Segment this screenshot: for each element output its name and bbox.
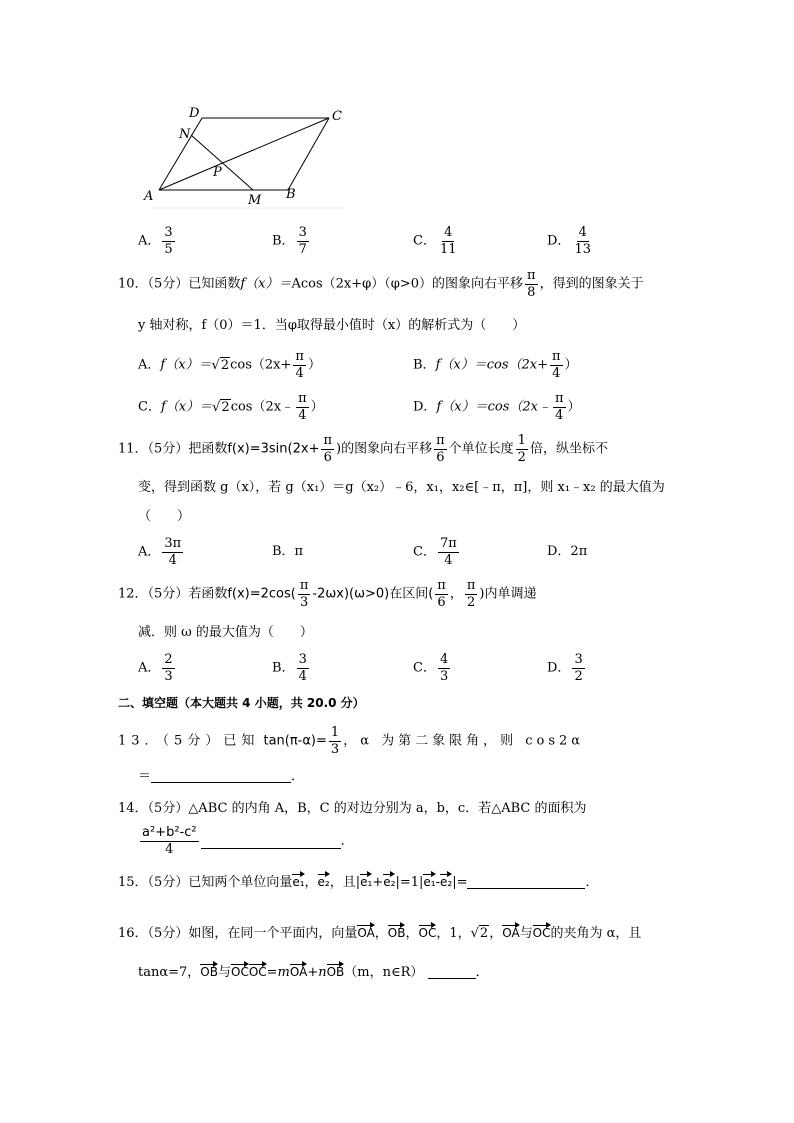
fraction: $\frac{1}{2}$ (517, 433, 526, 465)
q9-option-b: B． $\frac{3}{7}$ (272, 225, 307, 257)
q14-stem: 14．（5分）△ABC 的内角 A，B，C 的对边分别为 a，b，c．若△ABC 的面积为 (118, 801, 587, 816)
q12-option-a: A． $\frac{2}{3}$ (138, 652, 173, 684)
answer-blank[interactable] (467, 874, 585, 889)
fraction: $\frac{4}{11}$ (439, 225, 457, 257)
q11-option-c: C． $\frac{7\pi}{4}$ (413, 536, 457, 568)
fraction: $\frac{3}{4}$ (298, 652, 307, 684)
segment-nm (191, 135, 253, 190)
fraction: $\frac{\pi}{8}$ (527, 268, 536, 300)
sqrt: √2 (212, 399, 230, 415)
label-a: A (144, 189, 154, 204)
fraction: $\frac{\pi}{2}$ (466, 578, 476, 610)
q10-stem-line2: y 轴对称，f（0）＝1．当φ取得最小值时（x）的解析式为（ ） (138, 318, 526, 333)
label-p: P (213, 165, 222, 180)
q12-stem: 12．（5分）若函数f(x)=2cos( $\frac{\pi}{3}$ -2ωx)(ω>0)在区间( $\frac{\pi}{6}$ ， $\frac{\pi}{2}$ )内单调递 (118, 578, 537, 610)
label-b: B (286, 187, 296, 202)
label-c: C (332, 109, 342, 124)
label-m: M (248, 193, 262, 208)
q10-stem: 10．（5分）已知函数f（x）＝Acos（2x+φ）（φ>0）的图象向右平移 $\frac{\pi}{8}$ ，得到的图象关于 (118, 268, 644, 300)
q12-option-b: B． $\frac{3}{4}$ (272, 652, 307, 684)
q12-option-c: C． $\frac{4}{3}$ (413, 652, 449, 684)
fraction: $\frac{\pi}{4}$ (554, 391, 564, 423)
sqrt: √2 (470, 926, 489, 941)
fraction: $\frac{3}{7}$ (298, 225, 307, 257)
fraction: $\frac{2}{3}$ (164, 652, 173, 684)
q11-stem-line2: 变，得到函数 g（x），若 g（x₁）＝g（x₂）﹣6，x₁，x₂∈[﹣π，π]，则 x₁﹣x₂ 的最大值为 (138, 480, 665, 495)
fraction: $\frac{\pi}{4}$ (295, 349, 304, 381)
label-d: D (189, 106, 200, 121)
q12-stem-line2: 减．则 ω 的最大值为（ ） (138, 625, 313, 640)
fraction: $\frac{3\pi}{4}$ (164, 536, 182, 568)
q11-stem-line3: （ ） (138, 509, 191, 524)
q11-option-a: A． $\frac{3\pi}{4}$ (138, 536, 182, 568)
q11-stem: 11．（5分）把函数f(x)=3sin(2x+ $\frac{\pi}{6}$ )的图象向右平移 $\frac{\pi}{6}$ 个单位长度 $\frac{1}{2}$ 倍，纵坐标不 (118, 433, 608, 465)
fraction: $\frac{4}{3}$ (439, 652, 449, 684)
q14-answer-line: $\frac{\text{a²+b²-c²}}{4}$ ． (142, 825, 354, 857)
q9-option-c: C． $\frac{4}{11}$ (413, 225, 457, 257)
fraction: $\frac{\pi}{6}$ (436, 433, 445, 465)
fraction: $\frac{3}{5}$ (164, 225, 173, 257)
section-heading: 二、填空题（本大题共 4 小题，共 20.0 分） (118, 696, 365, 710)
fraction: $\frac{\text{a²+b²-c²}}{4}$ (142, 825, 197, 857)
edge-bc (288, 118, 329, 190)
q12-option-d: D． $\frac{3}{2}$ (547, 652, 583, 684)
fraction: $\frac{7\pi}{4}$ (439, 536, 457, 568)
fraction: $\frac{1}{3}$ (330, 725, 340, 757)
q10-option-c: C．f（x）＝√2cos（2x﹣ $\frac{\pi}{4}$ ） (138, 391, 324, 423)
q15-stem: 15．（5分）已知两个单位向量e₁，e₂，且|e₁+e₂|=1|e₁-e₂|= ． (118, 875, 599, 890)
parallelogram-figure (140, 100, 350, 212)
q13-answer-line: ＝ ． (138, 769, 305, 784)
q9-option-a: A． $\frac{3}{5}$ (138, 225, 173, 257)
fraction: $\frac{\pi}{4}$ (551, 349, 561, 381)
q11-option-d: D．2π (547, 544, 588, 559)
q10-option-a: A．f（x）＝√2cos（2x+ $\frac{\pi}{4}$ ） (138, 349, 321, 381)
q16-stem-line2: tanα=7，OB与OCOC=mOA+nOB（m，n∈R） ． (138, 965, 489, 980)
fraction: $\frac{\pi}{6}$ (437, 578, 446, 610)
fraction: $\frac{4}{13}$ (574, 225, 591, 257)
fraction: $\frac{\pi}{3}$ (299, 578, 309, 610)
answer-blank[interactable] (428, 964, 476, 979)
fraction: $\frac{3}{2}$ (574, 652, 583, 684)
fraction: $\frac{\pi}{6}$ (323, 433, 333, 465)
answer-blank[interactable] (201, 834, 341, 849)
q16-stem: 16．（5分）如图，在同一个平面内，向量OA，OB，OC，1，√2，OA与OC的夹角为 α，且 (118, 926, 642, 941)
label-n: N (179, 127, 191, 142)
q10-option-d: D．f（x）＝cos（2x﹣ $\frac{\pi}{4}$ ） (413, 391, 581, 423)
fraction: $\frac{\pi}{4}$ (298, 391, 307, 423)
q11-option-b: B．π (272, 544, 304, 559)
q13-stem: 13．（5分）已知 tan(π-α)= $\frac{1}{3}$ ，α 为第二象限角，则 cos2α (118, 725, 585, 757)
q9-option-d: D． $\frac{4}{13}$ (547, 225, 591, 257)
q10-option-b: B．f（x）＝cos（2x+ $\frac{\pi}{4}$ ） (413, 349, 578, 381)
answer-blank[interactable] (151, 768, 291, 783)
sqrt: √2 (211, 357, 230, 373)
